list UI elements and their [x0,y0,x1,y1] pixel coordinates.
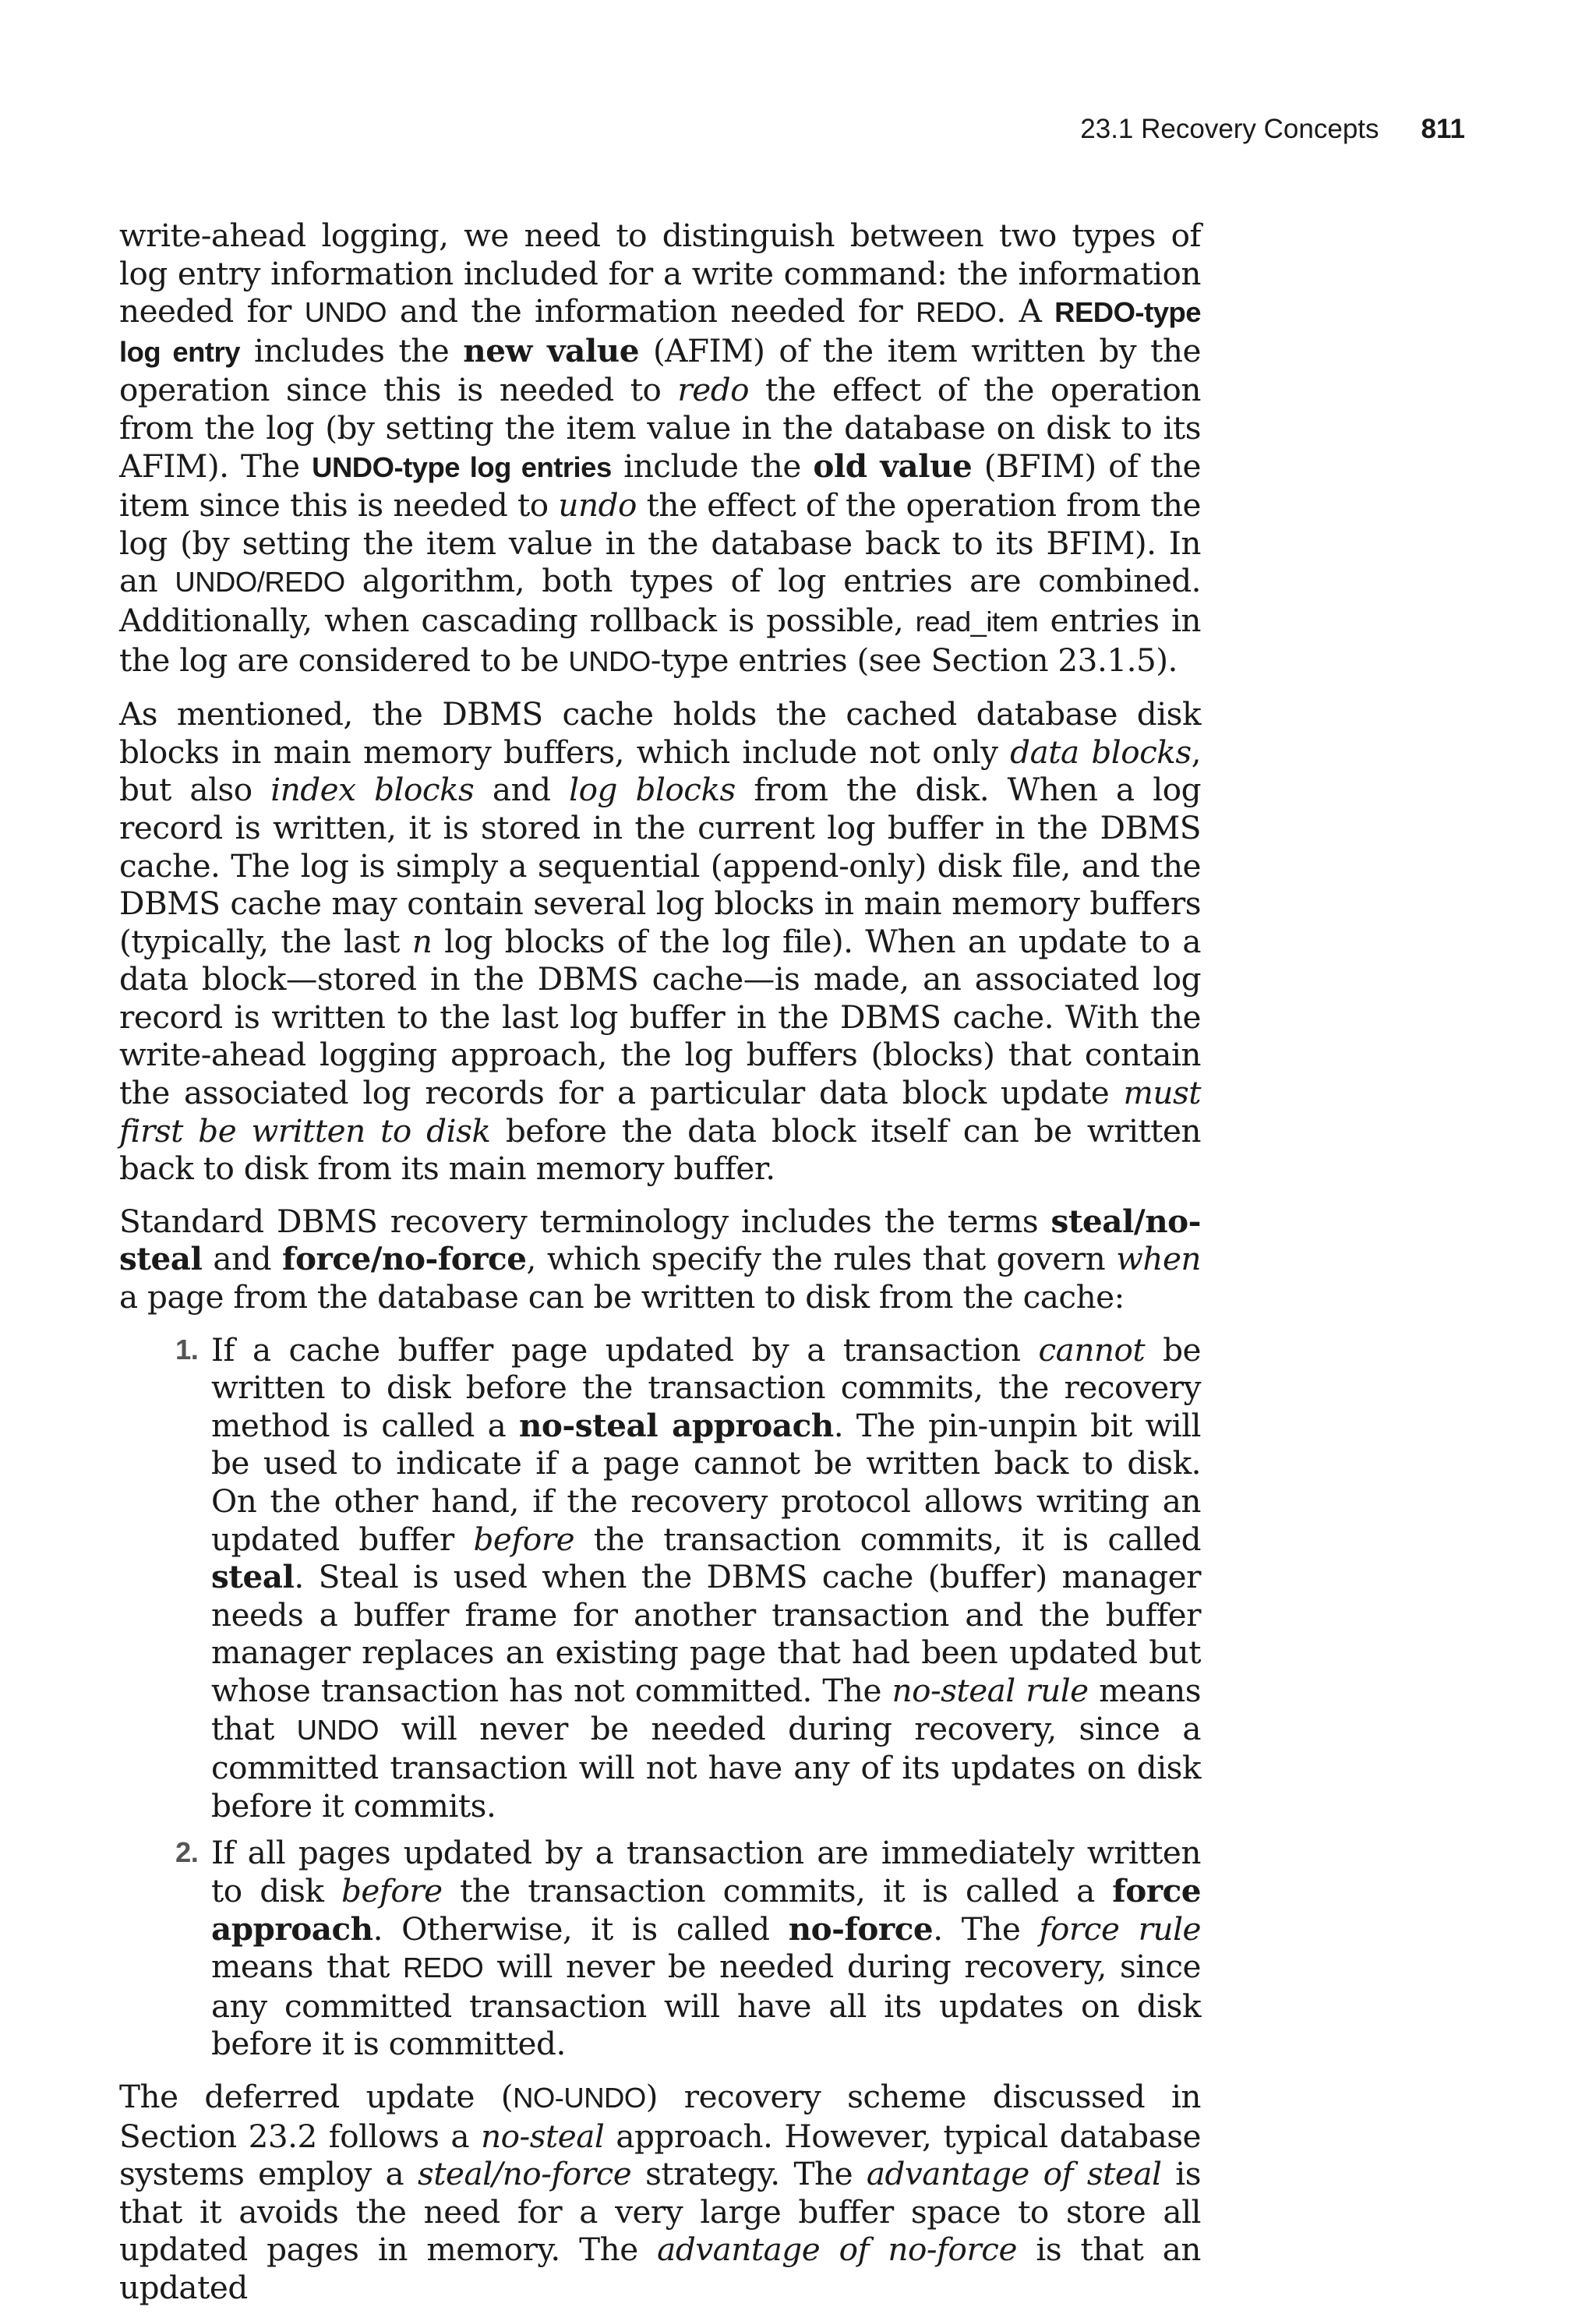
term-steal: steal [211,1558,295,1596]
text: . Steal is used when the DBMS cache (buffer) manager needs a buffer frame for another transaction and the buffer manager replaces an existing page that had been updated but whose transaction has not committed. The [211,1558,1201,1709]
term-redo: REDO [402,1952,484,1984]
text: If a cache buffer page updated by a transaction [211,1330,1039,1369]
term-no-undo: NO-UNDO [513,2081,646,2114]
emphasis-no-steal: no-steal [481,2117,605,2155]
section-title: 23.1 Recovery Concepts [1080,114,1379,144]
text: the transaction commits, it is called a [442,1871,1113,1909]
emphasis-advantage-of-steal: advantage of steal [866,2155,1162,2193]
term-no-steal-approach: no-steal approach [518,1406,834,1444]
term-undo-redo: UNDO/REDO [175,566,345,599]
emphasis-force-rule: force rule [1039,1909,1202,1948]
text: . The [933,1909,1040,1948]
list-number: 2. [175,1836,199,1869]
emphasis-steal-no-force: steal/no-force [417,2155,632,2193]
emphasis-when: when [1116,1240,1201,1278]
text: is that it avoids the need for a very large buffer space to store all updated pages in memory. The [119,2155,1201,2269]
term-undo: UNDO [568,645,651,677]
paragraph-dbms-cache [119,695,1201,1188]
numbered-list [119,1331,1201,2063]
text: , but also [119,733,1202,809]
text: and the information needed for [387,292,916,330]
term-undo: UNDO [304,296,387,329]
term-new-value: new value [463,331,639,369]
text: entries in the log are considered to be [119,601,1201,679]
text: , which specify the rules that govern [526,1240,1117,1278]
emphasis-must-first: must first be written to disk [119,1074,1201,1150]
text: . Otherwise, it is called [373,1909,789,1948]
term-undo: UNDO [296,1713,379,1746]
text: is that an updated [119,2231,1201,2306]
emphasis-undo: undo [558,486,637,525]
term-force-no-force: force/no-force [282,1240,527,1278]
page-number: 811 [1421,114,1465,144]
emphasis-before: before [473,1520,575,1558]
emphasis-redo: redo [677,371,750,409]
paragraph-write-ahead [119,217,1201,680]
text: includes the [240,331,464,369]
text: (AFIM) of the item written by the operation since this is needed to [119,331,1201,409]
text: . The pin-unpin bit will be used to indicate if a page cannot be written back to disk. On the other hand, if the recovery protocol allows writing an updated buffer [211,1406,1201,1558]
text: the transaction commits, it is called [574,1520,1201,1558]
text: approach. However, typical database systems employ a [119,2117,1201,2193]
term-redo: REDO [916,296,997,329]
list-number: 1. [175,1333,199,1365]
emphasis-cannot: cannot [1038,1330,1146,1369]
text: include the [611,447,814,485]
text: (BFIM) of the item since this is needed to [119,447,1201,525]
text: As mentioned, the DBMS cache holds the cached database disk blocks in main memory buffers, which include not only [119,695,1201,771]
emphasis-no-steal-rule: no-steal rule [892,1671,1089,1709]
text: If all pages updated by a transaction are immediately written to disk [211,1834,1201,1909]
text: algorithm, both types of log entries are combined. Additionally, when cascading rollback is possible, [119,562,1201,639]
list-item-force [175,1834,1202,2063]
emphasis-data-blocks: data blocks [1010,733,1192,771]
term-read-item: read_item [915,605,1039,638]
text: before the data block itself can be written back to disk from its main memory buffer. [119,1111,1201,1188]
text: the effect of the operation from the log (by setting the item value in the database back to its BFIM). In an [119,486,1201,600]
text: and [202,1240,283,1278]
text: ) recovery scheme discussed in Section 23.2 follows a [119,2077,1202,2155]
text: from the disk. When a log record is written, it is stored in the current log buffer in the DBMS cache. The log is simply a sequential (append-only) disk file, and the DBMS cache may contain several log blocks in main memory buffers (typically, the last [119,771,1201,960]
paragraph-deferred-update [119,2078,1201,2307]
text: will never be needed during recovery, since any committed transaction will have all its updates on disk before it is committed. [211,1948,1201,2063]
emphasis-log-blocks: log blocks [569,771,736,809]
body-text [119,217,1201,2321]
text: the effect of the operation from the log (by setting the item value in the database on disk to its AFIM). The [119,371,1201,485]
paragraph-terminology [119,1203,1201,1316]
term-redo-type-log-entry: REDO-type log entry [119,296,1201,368]
text: and [474,771,570,809]
emphasis-n: n [411,922,433,960]
text: will never be needed during recovery, since a committed transaction will not have any of its updates on disk before it commits. [211,1709,1202,1825]
text: means that [211,1948,403,1986]
text: Standard DBMS recovery terminology includes the terms [119,1202,1051,1240]
emphasis-advantage-of-no-force: advantage of no-force [657,2231,1017,2269]
text: write-ahead logging, we need to distinguish between two types of log entry information included for a write command: the information needed for [119,217,1201,330]
text: be written to disk before the transaction commits, the recovery method is called a [211,1330,1201,1444]
text: strategy. The [631,2155,867,2193]
term-steal-no-steal: steal/no-steal [119,1202,1201,1278]
list-item-no-steal [175,1330,1202,1825]
emphasis-before: before [341,1871,443,1909]
term-undo-type-log-entries: UNDO-type log entries [312,450,612,483]
text: -type entries (see Section 23.1.5). [650,641,1178,679]
text: The deferred update ( [119,2077,514,2115]
emphasis-index-blocks: index blocks [270,771,475,809]
text: log blocks of the log file). When an update to a data block—stored in the DBMS cache—is made, an associated log record is written to the last log buffer in the DBMS cache. With the write-ahead logging approach, the log buffers (blocks) that contain the associated log records for a particular data block update [119,922,1201,1112]
term-no-force: no-force [788,1909,934,1948]
text: a page from the database can be written to disk from the cache: [119,1278,1125,1316]
term-old-value: old value [813,447,973,485]
text: . A [996,292,1055,330]
term-force-approach: force approach [211,1871,1201,1948]
text: means that [211,1671,1202,1747]
running-header [1080,114,1465,145]
